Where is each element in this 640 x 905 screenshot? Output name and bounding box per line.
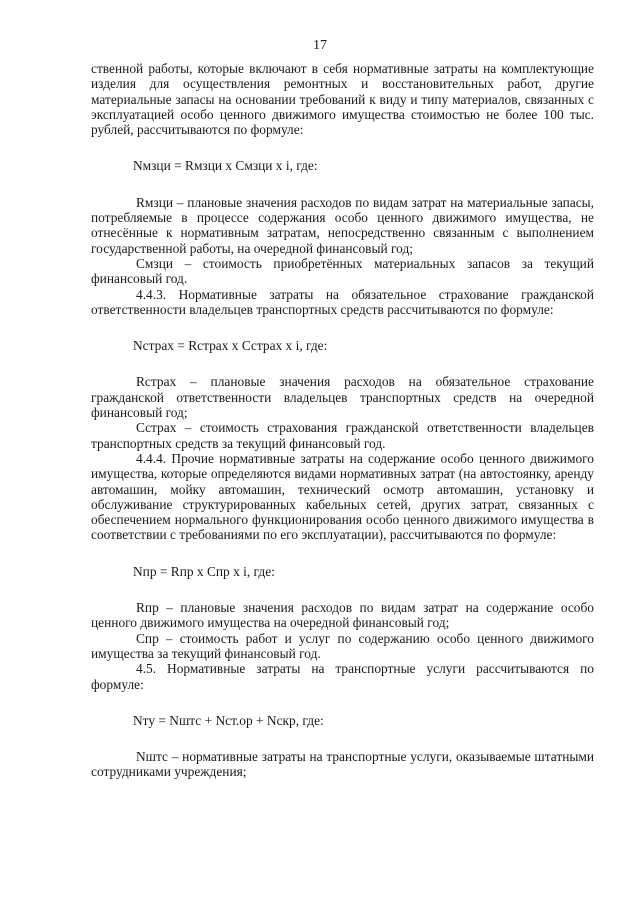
formula-ntu: Nту = Nштс + Nст.ор + Nскр, где: — [133, 712, 324, 728]
definition-nshtc: Nштс – нормативные затраты на транспортные услуги, оказываемые штатными сотрудниками учреждения; — [91, 749, 594, 780]
formula-nmzci: Nмзци = Rмзци х Смзци х i, где: — [133, 158, 318, 174]
section-4-4-3: 4.4.3. Нормативные затраты на обязательное страхование гражданской ответственности владельцев транспортных средств рассчитываются по формуле: — [91, 286, 594, 317]
page-number: 17 — [313, 38, 327, 53]
section-4-5: 4.5. Нормативные затраты на транспортные услуги рассчитываются по формуле: — [91, 661, 594, 692]
section-4-4-4: 4.4.4. Прочие нормативные затраты на содержание особо ценного движимого имущества, которые определяются видами нормативных затрат (на автостоянку, аренду автомашин, мойку автомашин, технический осмотр автомашин, установку и обслуживание структурированных кабельных сетей, других затрат, связанных с обеспечением нормального функционирования особо ценного движимого имущества в соответствии с требованиями по его эксплуатации), рассчитываются по формуле: — [91, 450, 594, 543]
definition-rstrah: Rстрах – плановые значения расходов на обязательное страхование гражданской ответственности владельцев транспортных средств на очередной финансовый год; — [91, 374, 594, 421]
definition-spr: Спр – стоимость работ и услуг по содержанию особо ценного движимого имущества за текущий финансовый год. — [91, 630, 594, 661]
formula-npr: Nпр = Rпр х Спр х i, где: — [133, 563, 275, 579]
definition-smzci: Смзци – стоимость приобретённых материальных запасов за текущий финансовый год. — [91, 255, 594, 287]
definition-sstrah: Сстрах – стоимость страхования гражданской ответственности владельцев транспортных средств за текущий финансовый год. — [91, 420, 594, 451]
definition-rmzci: Rмзци – плановые значения расходов по видам затрат на материальные запасы, потребляемые в процессе содержания особо ценного движимого имущества, не отнесённые к нормативным затратам, непосредственно связанным с выполнением государственной работы, на очередной финансовый год; — [91, 194, 594, 256]
paragraph-continuation: ственной работы, которые включают в себя нормативные затраты на комплектующие изделия для осуществления ремонтных и восстановительных работ, другие материальные запасы на основании требований к виду и типу материалов, связанных с эксплуатацией особо ценного движимого имущества стоимостью не более 100 тыс. рублей, рассчитываются по формуле: — [91, 61, 594, 138]
definition-rpr: Rпр – плановые значения расходов по видам затрат на содержание особо ценного движимого имущества на очередной финансовый год; — [91, 600, 594, 631]
formula-nstrah: Nстрах = Rстрах х Сстрах х i, где: — [133, 338, 328, 354]
document-body — [91, 61, 594, 780]
